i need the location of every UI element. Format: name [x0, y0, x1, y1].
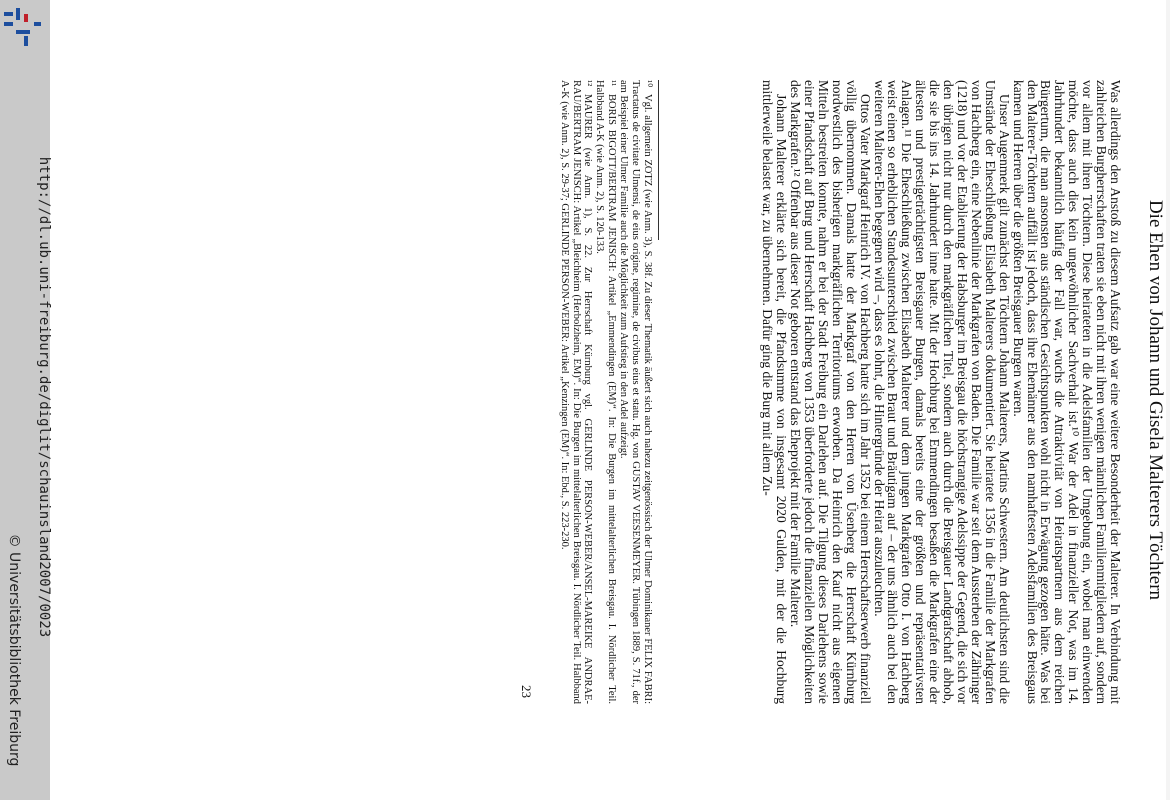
- footnote-text: BORIS BIGOTT/BERTRAM JENISCH: Artikel „Emmendingen (EM)“. In: Die Burgen im mittelalterlichen Breisgau. I. Nördlicher Teil. Halbband A-K (wie Anm. 2), S. 120-133.: [594, 80, 618, 704]
- footnotes: [558, 80, 653, 704]
- copyright-notice: © Universitätsbibliothek Freiburg: [6, 533, 22, 767]
- footnote: [617, 80, 653, 704]
- footnote-number: ¹⁰: [642, 80, 653, 88]
- footnote-number: ¹²: [582, 80, 594, 87]
- footnote-rule: [658, 80, 659, 240]
- footnote-text: Vgl. allgemein ZOTZ (wie Anm. 3), S. 38f. Zu dieser Thematik äußert sich auch nahezu zeitgenössisch der Ulmer Dominikaner FELIX FABRI: Tractatus de civitate Ulmensi, de eius origine, regimine, de civibus eius et statu. Hg. von GUSTAV VEESENMEYER. Tübingen 1889, S. 71f., der am Beispiel einer Ulmer Familie auch die Möglichkeit zum Aufstieg in den Adel aufzeigt.: [618, 80, 653, 704]
- paragraph: Was allerdings den Anstoß zu diesem Aufsatz gab war eine weitere Besonderheit der Malterer. In Verbindung mit zahlreichen Burgherrschaften traten sie eben nicht mit ihren wenigen männlichen Familienmitgliedern auf, sondern vor allem mit ihren Töchtern. Diese heirateten in die Adelsfamilien der Umgebung ein, wobei man einwenden möchte, dass auch dies kein ungewöhnlicher Sachverhalt ist.¹⁰ War der Adel in finanzieller Not, was im 14. Jahrhundert bekanntlich häufig der Fall war, wuchs die Attraktivität von Heiratspartnern aus dem reichen Bürgertum, die man ansonsten aus ständischen Gesichtspunkten wohl nicht in Erwägung gezogen hätte. Was bei den Malterer-Töchtern auffällt ist jedoch, dass ihre Ehemänner aus den namhaftesten Adelsfamilien des Breisgaus kamen und Herren über die größten Breisgauer Burgen waren.: [1010, 80, 1123, 704]
- scanned-page: [52, 0, 1176, 800]
- page-title: Die Ehen von Johann und Gisela Malterers Töchtern: [1145, 199, 1166, 601]
- body-text: [760, 80, 1122, 704]
- page-number: 23: [519, 685, 534, 698]
- paragraph: Ottos Vater Markgraf Heinrich IV. von Hachberg hatte sich im Jahr 1352 bei einem Herrschaftserwerb finanziell völlig übernommen. Damals hatte der Markgraf von den Herren von Üsenberg die Herrschaft Kürnburg nordwestlich des bisherigen markgräflichen Territoriums erworben. Da Heinrich den Kauf nicht aus eigenen Mitteln bestreiten konnte, nahm er bei der Stadt Freiburg ein Darlehen auf. Die Tilgung dieses Darlehens sowie einer Pfandschaft auf Burg und Herrschaft Hachberg von 1353 überforderte jedoch die finanziellen Möglichkeiten des Markgrafen.¹² Offenbar aus dieser Not geboren entstand das Eheprojekt mit der Familie Malterer.: [788, 80, 873, 704]
- footnote-text: MAURER (wie Anm. 1), S. 22. Zur Herrschaft Kürnburg vgl. GERLINDE PERSON-WEBER/ANSEL-MAREIKE ANDRAE-RAU/BERTRAM JENISCH: Artikel „Bleichheim (Herbolzheim, EM)“. In: Die Burgen im mittelalterlichen Breisgau. I. Nördlicher Teil. Halbband A-K (wie Anm. 2), S. 29-37; GERLINDE PERSON-WEBER: Artikel „Kenzingen (EM)“. In: Ebd., S. 223-230.: [558, 80, 594, 704]
- footnote: [558, 80, 594, 704]
- sidebar: [0, 0, 50, 800]
- paragraph: Johann Malterer erklärte sich bereit, die Pfandsumme von insgesamt 2020 Gulden, mit der die Hochburg mittlerweile belastet war, zu übernehmen. Dafür ging die Burg mit allem Zu-: [760, 80, 790, 704]
- page-edge: [1166, 0, 1170, 800]
- ub-freiburg-logo-icon: [0, 4, 50, 48]
- page-content-rotated: [166, 20, 1166, 780]
- footnote-number: ¹¹: [606, 80, 618, 87]
- footnote: [593, 80, 617, 704]
- paragraph: Unser Augenmerk gilt zunächst den Töchtern Johann Malterers, Martins Schwestern. Am deutlichsten sind die Umstände der Eheschließung Elisabeth Malterers dokumentiert. Sie heiratete 1356 in die Familie der Markgrafen von Hachberg ein, eine Nebenlinie der Markgrafen von Baden. Die Familie war seit dem Aussterben der Zähringer (1218) und vor der Etablierung der Habsburger im Breisgau die höchstrangige Adelssippe der Gegend, die sich vor den übrigen nicht nur durch den markgräflichen Titel, sondern auch durch die Breisgauer Landgrafschaft abhob, die sie bis ins 14. Jahrhundert inne hatte. Mit der Hochburg bei Emmendingen besaßen die Markgrafen eine der ältesten und prestigeträchtigsten Breisgauer Burgen, damals bereits eine der größten und repräsentativsten Anlagen.¹¹ Die Eheschließung zwischen Elisabeth Malterer und dem jungen Markgrafen Otto I. von Hachberg weist einen so erheblichen Standesunterschied zwischen Braut und Bräutigam auf – der uns ähnlich auch bei den weiteren Malterer-Ehen begegnen wird –, dass es lohnt, die Hintergründe der Heirat auszuleuchten.: [871, 80, 1012, 704]
- document-url[interactable]: http://dl.ub.uni-freiburg.de/diglit/schauinsland2007/0023: [36, 156, 52, 638]
